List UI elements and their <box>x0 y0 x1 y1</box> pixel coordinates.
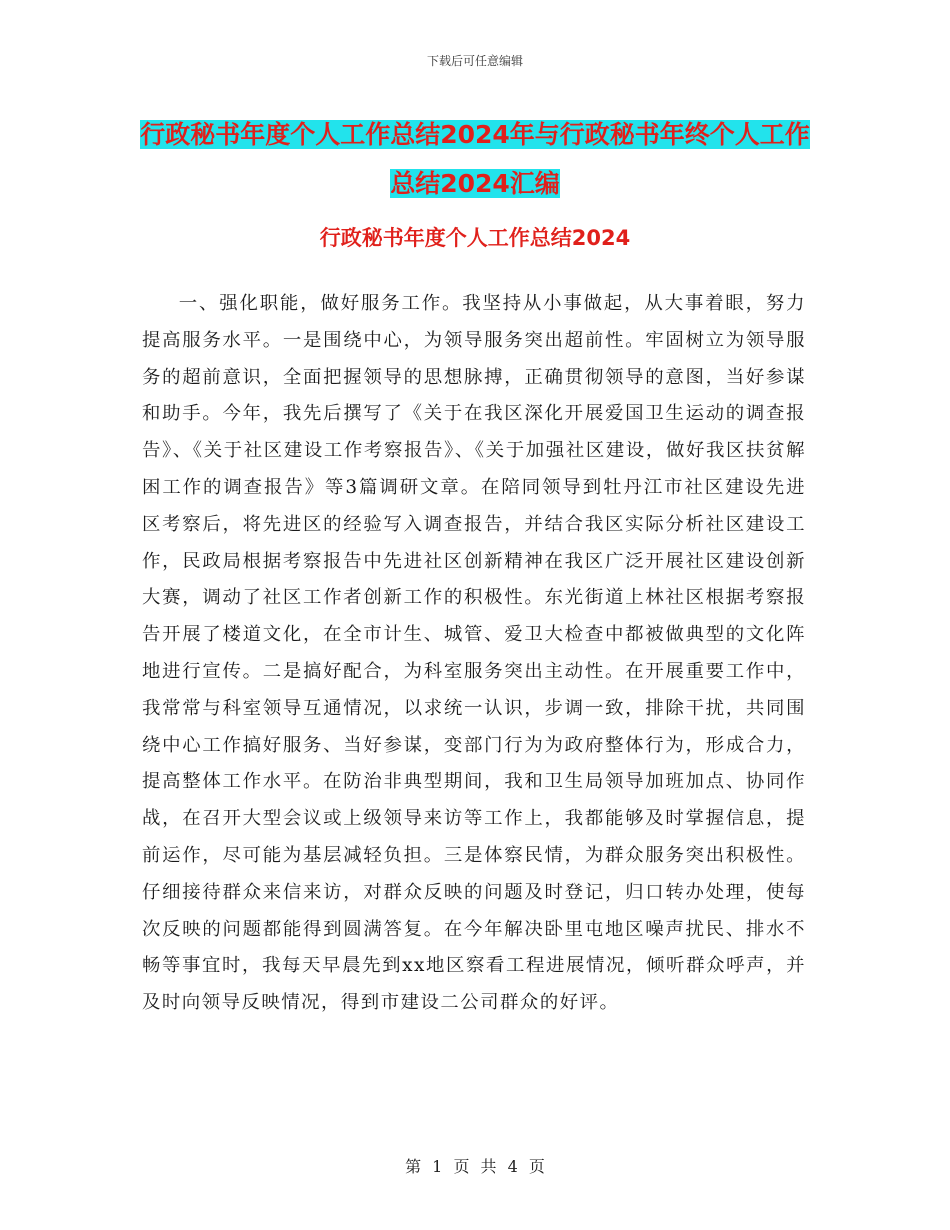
body-paragraph: 一、强化职能，做好服务工作。我坚持从小事做起，从大事着眼，努力提高服务水平。一是围绕中心，为领导服务突出超前性。牢固树立为领导服务的超前意识，全面把握领导的思想脉搏，正确贯彻领导的意图，当好参谋和助手。今年，我先后撰写了《关于在我区深化开展爱国卫生运动的调查报告》、《关于社区建设工作考察报告》、《关于加强社区建设，做好我区扶贫解困工作的调查报告》等3篇调研文章。在陪同领导到牡丹江市社区建设先进区考察后，将先进区的经验写入调查报告，并结合我区实际分析社区建设工作，民政局根据考察报告中先进社区创新精神在我区广泛开展社区建设创新大赛，调动了社区工作者创新工作的积极性。东光街道上林社区根据考察报告开展了楼道文化，在全市计生、城管、爱卫大检查中都被做典型的文化阵地进行宣传。二是搞好配合，为科室服务突出主动性。在开展重要工作中，我常常与科室领导互通情况，以求统一认识，步调一致，排除干扰，共同围绕中心工作搞好服务、当好参谋，变部门行为为政府整体行为，形成合力，提高整体工作水平。在防治非典型期间，我和卫生局领导加班加点、协同作战，在召开大型会议或上级领导来访等工作上，我都能够及时掌握信息，提前运作，尽可能为基层减轻负担。三是体察民情，为群众服务突出积极性。仔细接待群众来信来访，对群众反映的问题及时登记，归口转办处理，使每次反映的问题都能得到圆满答复。在今年解决卧里屯地区噪声扰民、排水不畅等事宜时，我每天早晨先到xx地区察看工程进展情况，倾听群众呼声，并及时向领导反映情况，得到市建设二公司群众的好评。 <box>142 293 806 1014</box>
page-footer: 第 1 页 共 4 页 <box>405 1157 545 1176</box>
section-title: 行政秘书年度个人工作总结2024 <box>319 226 631 250</box>
document-title <box>140 110 810 208</box>
document-title-text: 行政秘书年度个人工作总结2024年与行政秘书年终个人工作总结2024汇编 <box>140 120 810 198</box>
page-header-note: 下载后可任意编辑 <box>426 54 523 68</box>
